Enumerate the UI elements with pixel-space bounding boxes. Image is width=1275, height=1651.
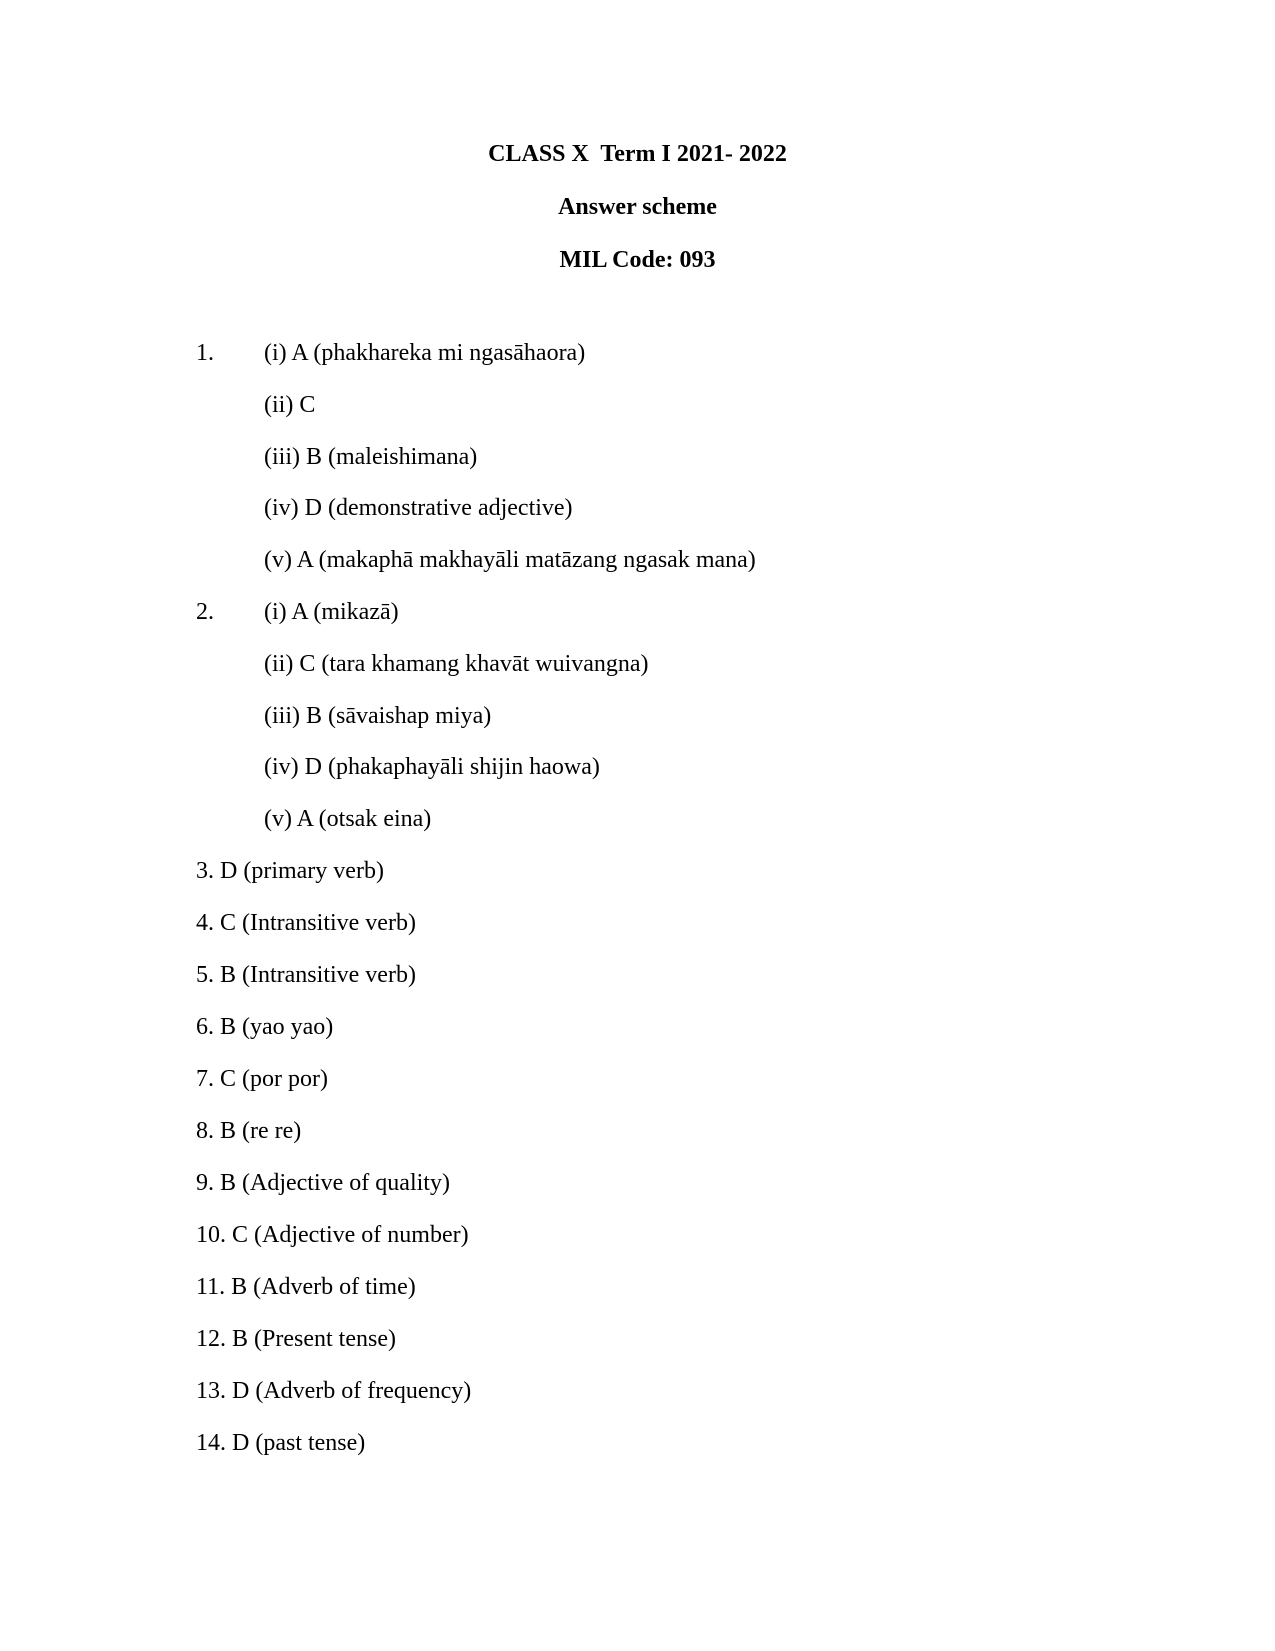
question-number-2: 2. [196, 599, 214, 625]
q1-answer-v: (v) A (makaphā makhayāli matāzang ngasak mana) [264, 547, 756, 573]
answer-9: 9. B (Adjective of quality) [196, 1170, 450, 1196]
answer-12: 12. B (Present tense) [196, 1326, 396, 1352]
q2-answer-iii: (iii) B (sāvaishap miya) [264, 703, 492, 729]
subject-code: MIL Code: 093 [559, 247, 716, 273]
q2-answer-iv: (iv) D (phakaphayāli shijin haowa) [264, 754, 600, 780]
page-title: CLASS X Term I 2021- 2022 [488, 141, 787, 167]
answer-4: 4. C (Intransitive verb) [196, 910, 416, 936]
answer-13: 13. D (Adverb of frequency) [196, 1378, 472, 1404]
answer-14: 14. D (past tense) [196, 1430, 366, 1456]
answer-5: 5. B (Intransitive verb) [196, 962, 416, 988]
q2-answer-v: (v) A (otsak eina) [264, 806, 432, 832]
answer-7: 7. C (por por) [196, 1066, 328, 1092]
q1-answer-iv: (iv) D (demonstrative adjective) [264, 495, 573, 521]
q2-answer-i: (i) A (mikazā) [264, 599, 399, 625]
answer-8: 8. B (re re) [196, 1118, 302, 1144]
question-number-1: 1. [196, 340, 214, 366]
q1-answer-i: (i) A (phakhareka mi ngasāhaora) [264, 340, 586, 366]
answer-11: 11. B (Adverb of time) [196, 1274, 416, 1300]
answer-10: 10. C (Adjective of number) [196, 1222, 469, 1248]
answer-6: 6. B (yao yao) [196, 1014, 334, 1040]
page-subtitle: Answer scheme [558, 194, 717, 220]
q1-answer-iii: (iii) B (maleishimana) [264, 444, 478, 470]
answer-3: 3. D (primary verb) [196, 858, 384, 884]
q1-answer-ii: (ii) C [264, 392, 316, 418]
q2-answer-ii: (ii) C (tara khamang khavāt wuivangna) [264, 651, 649, 677]
